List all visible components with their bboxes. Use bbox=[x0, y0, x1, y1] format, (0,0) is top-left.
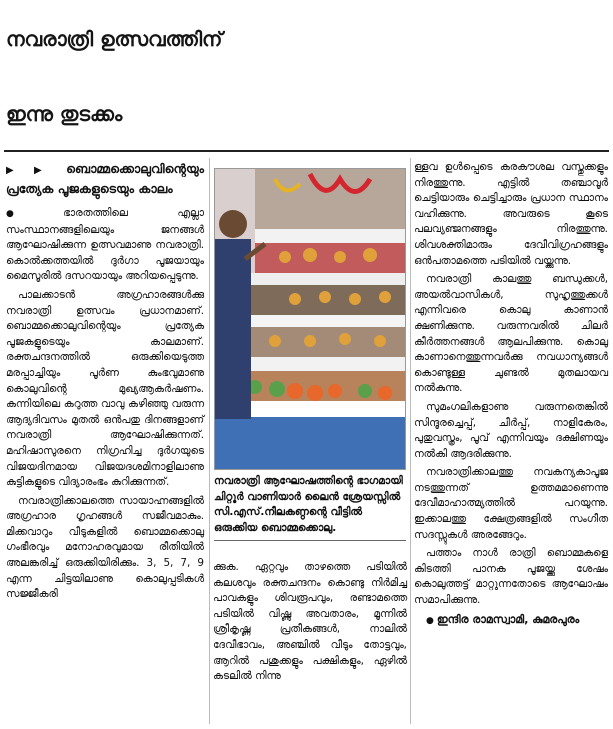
paragraph bbox=[6, 206, 204, 285]
headline-line-1: നവരാത്രി ഉത്സവത്തിന് bbox=[6, 27, 223, 51]
article-column-1 bbox=[6, 160, 204, 606]
double-arrow-icon: ▶▶ bbox=[6, 165, 63, 176]
headline-divider bbox=[4, 150, 609, 152]
paragraph: ക്കുക. ഏറ്റവും താഴത്തെ പടിയിൽ കലശവും രക്തചന്ദനം കൊണ്ടു നിർമിച്ച പാവകളും ശിവരൂപവും, രണ്ടാമത്തെ പടിയിൽ വിഷ്ണു അവതാരം, മൂന്നിൽ ശ്രീകൃഷ്ണ പ്രതീകങ്ങൾ, നാലിൽ ദേവീഭാവം, അഞ്ചിൽ വീടും തോട്ടവും, ആറിൽ പശുക്കളും പക്ഷികളും, ഏഴിൽ കടലിൽ നിന്നു bbox=[213, 561, 407, 683]
bullet-icon: ● bbox=[6, 209, 61, 219]
column-divider bbox=[209, 158, 210, 724]
paragraph: പത്താം നാൾ രാത്രി ബൊമ്മകളെ കിടത്തി പാനക പൂജയ്ക്കു ശേഷം കൊലുത്തട്ട് മാറ്റുന്നതോടെ ആഘോഷം സമാപിക്കുന്നു. bbox=[414, 547, 608, 607]
bommakolu-illustration bbox=[215, 169, 405, 469]
article-column-2 bbox=[213, 560, 407, 688]
paragraph: സുമംഗലികളാണു വരുന്നതെങ്കിൽ സിന്ദൂരച്ചെപ്പ്, ചീർപ്പ്, നാളികേരം, പുതുവസ്ത്രം, പൂവ് എന്നിവയും ദക്ഷിണയും നൽകി ആദരിക്കുന്നു. bbox=[414, 400, 608, 460]
paragraph: ള്ളവ ഉൾപ്പെടെ കരകൗശല വസ്തുക്കളും നിരത്തുന്നു. എട്ടിൽ തഞ്ചാവൂർ ചെട്ടിയാരും ചെട്ടിച്ചാരും പ്രധാന സ്ഥാനം വഹിക്കുന്നു. അവരുടെ കൂടെ പലവ്യഞ്ജനങ്ങളും നിരത്തുന്നു. ശിവശക്തിമാരും ദേവീവിഗ്രഹങ്ങളും ഒൻപതാമത്തെ പടിയിൽ വയ്ക്കുന്നു. bbox=[414, 161, 608, 267]
bommakolu-photo bbox=[214, 168, 406, 470]
subheading bbox=[6, 160, 204, 198]
bullet-icon: ● bbox=[426, 615, 434, 626]
headline-line-2: ഇന്നു തുടക്കം bbox=[6, 102, 123, 126]
photo-caption: നവരാത്രി ആഘോഷത്തിന്റെ ഭാഗമായി ചിറ്റൂർ വാണിയാർ ലൈൻ ശ്രേയസ്സിൽ സി.എസ്.നീലകണ്ഠന്റെ വീട്ടിൽ ഒരുക്കിയ ബൊമ്മക്കൊലു. bbox=[214, 474, 406, 541]
paragraph-text: ഭാരതത്തിലെ എല്ലാ സംസ്ഥാനങ്ങളിലെയും ജനങ്ങൾ ആഘോഷിക്കുന്ന ഉത്സവമാണു നവരാത്രി. കൊൽക്കത്തയിൽ ദുർഗാ പൂജയായും മൈസൂരിൽ ദസറയായും അറിയപ്പെടുന്നു. bbox=[6, 207, 204, 283]
paragraph: നവരാത്രിക്കാലത്തു നവകന്യകാപൂജ നടത്തുന്നത് ഉത്തമമാണെന്നു ദേവീമാഹാത്മ്യത്തിൽ പറയുന്നു. ഇക്കാലത്തു ക്ഷേത്രങ്ങളിൽ സംഗീത സദസ്സുകൾ അരങ്ങേറും. bbox=[414, 466, 608, 541]
column-divider bbox=[410, 158, 411, 724]
article-column-3 bbox=[414, 160, 608, 632]
byline bbox=[414, 612, 608, 630]
byline-text: ഇന്ദിര രാമസ്വാമി, കുമരപുരം bbox=[436, 612, 580, 626]
paragraph: പാലക്കാടൻ അഗ്രഹാരങ്ങൾക്കു നവരാത്രി ഉത്സവം പ്രധാനമാണ്. ബൊമ്മക്കൊലുവിന്റെയും പ്രത്യേക പൂജകളുടെയും കാലമാണ്. രക്തചന്ദനത്തിൽ ഒരുക്കിയെടുത്ത മരപ്പാച്ചിയും പൂർണ കുംഭവുമാണു കൊലുവിന്റെ മുഖ്യആകർഷണം. കന്നിയിലെ കറുത്ത വാവു കഴിഞ്ഞു വരുന്ന ആദ്യദിവസം മുതൽ ഒൻപതു ദിനങ്ങളാണ് നവരാത്രി ആഘോഷിക്കുന്നത്. മഹിഷാസുരനെ നിഗ്രഹിച്ച ദുർഗയുടെ വിജയദിനമായ വിജയദശമിനാളിലാണു കുട്ടികളുടെ വിദ്യാരംഭം കുറിക്കുന്നത്. bbox=[6, 288, 204, 489]
paragraph: നവരാത്രി കാലത്തു ബന്ധുക്കൾ, അയൽവാസികൾ, സുഹൃത്തുക്കൾ എന്നിവരെ കൊലു കാണാൻ ക്ഷണിക്കുന്നു. വരുന്നവരിൽ ചിലർ കീർത്തനങ്ങൾ ആലപിക്കുന്നു. കൊലു കാണാനെത്തുന്നവർക്കു നവധാന്യങ്ങൾ കൊണ്ടുള്ള ചുണ്ടൽ മുതലായവ നൽകുന്നു. bbox=[414, 273, 608, 395]
paragraph: നവരാത്രിക്കാലത്തെ സായാഹ്നങ്ങളിൽ അഗ്രഹാര ഗൃഹങ്ങൾ സജീവമാകും. മിക്കവാറും വീടുകളിൽ ബൊമ്മക്കൊലു ഗംഭീരവും മനോഹരവുമായ രീതിയിൽ അലങ്കരിച്ച് ഒരുക്കിയിരിക്കും. 3, 5, 7, 9 എന്ന ചിട്ടയിലാണു കൊലുപ്പടികൾ സജ്ജീകരി bbox=[6, 494, 204, 601]
subheading-text: ബൊമ്മക്കൊലുവിന്റെയും പ്രത്യേക പൂജകളുടെയും കാലം bbox=[6, 161, 204, 196]
